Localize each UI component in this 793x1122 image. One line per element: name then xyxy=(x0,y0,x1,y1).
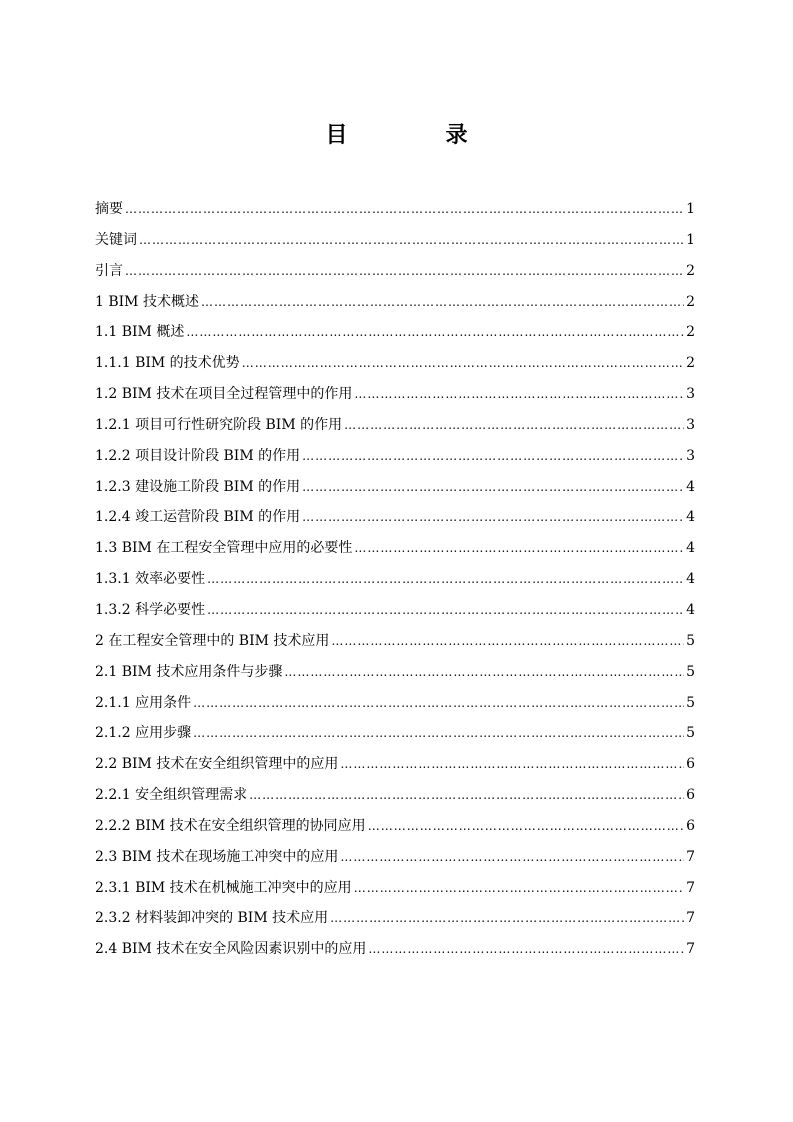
toc-entry-page-number: 7 xyxy=(686,879,695,896)
toc-leader-dots xyxy=(302,510,684,524)
toc-leader-dots xyxy=(302,449,684,463)
toc-entry[interactable] xyxy=(95,506,695,537)
toc-leader-dots xyxy=(354,541,684,555)
page-title: 目 录 xyxy=(325,122,506,148)
toc-entry-label: 1.2.1 项目可行性研究阶段 BIM 的作用 xyxy=(95,416,343,433)
toc-entry-page-number: 7 xyxy=(686,848,695,865)
toc-entry-page-number: 3 xyxy=(686,386,695,403)
toc-entry-page-number: 2 xyxy=(686,293,695,310)
toc-entry[interactable] xyxy=(95,630,695,661)
toc-entry[interactable] xyxy=(95,722,695,753)
toc-entry-page-number: 3 xyxy=(686,447,695,464)
toc-leader-dots xyxy=(331,634,684,648)
toc-leader-dots xyxy=(302,480,684,494)
toc-entry[interactable] xyxy=(95,753,695,784)
toc-entry-label: 1.2.2 项目设计阶段 BIM 的作用 xyxy=(95,447,301,464)
toc-entry-label: 2.3 BIM 技术在现场施工冲突中的应用 xyxy=(95,848,339,865)
toc-entry-page-number: 4 xyxy=(686,478,695,495)
toc-entry[interactable] xyxy=(95,537,695,568)
toc-entry-label: 引言 xyxy=(95,262,123,279)
toc-entry[interactable] xyxy=(95,599,695,630)
toc-entry[interactable] xyxy=(95,321,695,352)
toc-entry-page-number: 2 xyxy=(686,355,695,372)
toc-leader-dots xyxy=(193,726,684,740)
toc-entry[interactable] xyxy=(95,815,695,846)
toc-entry-label: 2 在工程安全管理中的 BIM 技术应用 xyxy=(95,632,330,649)
toc-leader-dots xyxy=(242,356,684,370)
toc-entry-label: 摘要 xyxy=(95,201,123,217)
table-of-contents xyxy=(95,198,695,969)
toc-entry[interactable] xyxy=(95,938,695,969)
toc-entry-label: 1.2 BIM 技术在项目全过程管理中的作用 xyxy=(95,386,353,403)
toc-entry-label: 1.1.1 BIM 的技术优势 xyxy=(95,355,240,372)
toc-entry-page-number: 4 xyxy=(686,571,695,588)
toc-entry-label: 2.4 BIM 技术在安全风险因素识别中的应用 xyxy=(95,941,367,958)
toc-entry-label: 2.1 BIM 技术应用条件与步骤 xyxy=(95,663,283,680)
toc-entry-label: 2.2.1 安全组织管理需求 xyxy=(95,787,248,804)
toc-leader-dots xyxy=(344,418,684,432)
toc-leader-dots xyxy=(340,850,684,864)
toc-entry[interactable] xyxy=(95,568,695,599)
toc-entry-label: 2.1.2 应用步骤 xyxy=(95,725,192,742)
toc-leader-dots xyxy=(207,603,684,617)
toc-entry-label: 关键词 xyxy=(95,231,137,248)
toc-leader-dots xyxy=(340,757,684,771)
toc-leader-dots xyxy=(201,295,684,309)
toc-entry-page-number: 2 xyxy=(686,324,695,341)
toc-entry-page-number: 5 xyxy=(686,663,695,680)
toc-entry[interactable] xyxy=(95,907,695,938)
toc-entry[interactable] xyxy=(95,229,695,260)
toc-entry[interactable] xyxy=(95,260,695,291)
toc-entry-label: 1.2.3 建设施工阶段 BIM 的作用 xyxy=(95,478,301,495)
toc-entry-label: 1.2.4 竣工运营阶段 BIM 的作用 xyxy=(95,509,301,526)
toc-entry[interactable] xyxy=(95,352,695,383)
toc-entry[interactable] xyxy=(95,291,695,322)
toc-leader-dots xyxy=(354,387,684,401)
toc-entry-label: 1.1 BIM 概述 xyxy=(95,324,185,341)
toc-entry-page-number: 3 xyxy=(686,416,695,433)
toc-entry-page-number: 1 xyxy=(686,231,695,248)
toc-entry[interactable] xyxy=(95,476,695,507)
toc-leader-dots xyxy=(249,788,684,802)
toc-entry[interactable] xyxy=(95,198,695,229)
toc-entry-label: 2.3.1 BIM 技术在机械施工冲突中的应用 xyxy=(95,879,352,896)
toc-leader-dots xyxy=(125,264,684,278)
toc-entry-label: 1.3 BIM 在工程安全管理中应用的必要性 xyxy=(95,540,353,557)
toc-leader-dots xyxy=(139,233,684,247)
toc-entry-page-number: 7 xyxy=(686,910,695,927)
toc-entry[interactable] xyxy=(95,445,695,476)
toc-leader-dots xyxy=(125,202,684,216)
toc-leader-dots xyxy=(354,881,684,895)
toc-entry-page-number: 2 xyxy=(686,262,695,279)
toc-entry-page-number: 7 xyxy=(686,941,695,958)
toc-entry[interactable] xyxy=(95,692,695,723)
toc-entry[interactable] xyxy=(95,784,695,815)
toc-entry-label: 1.3.1 效率必要性 xyxy=(95,571,206,588)
toc-leader-dots xyxy=(207,572,684,586)
toc-leader-dots xyxy=(193,696,684,710)
toc-entry-page-number: 4 xyxy=(686,509,695,526)
toc-entry-label: 2.2.2 BIM 技术在安全组织管理的协同应用 xyxy=(95,817,366,834)
toc-entry-label: 2.3.2 材料装卸冲突的 BIM 技术应用 xyxy=(95,910,329,927)
toc-entry-label: 1 BIM 技术概述 xyxy=(95,293,199,310)
toc-entry[interactable] xyxy=(95,877,695,908)
toc-entry-page-number: 4 xyxy=(686,540,695,557)
toc-entry-page-number: 5 xyxy=(686,632,695,649)
toc-entry[interactable] xyxy=(95,414,695,445)
toc-entry-page-number: 5 xyxy=(686,725,695,742)
toc-entry-page-number: 6 xyxy=(686,756,695,773)
toc-entry[interactable] xyxy=(95,846,695,877)
toc-leader-dots xyxy=(368,942,684,956)
toc-leader-dots xyxy=(330,911,684,925)
toc-entry-page-number: 5 xyxy=(686,694,695,711)
toc-leader-dots xyxy=(284,665,684,679)
toc-entry[interactable] xyxy=(95,661,695,692)
toc-leader-dots xyxy=(368,819,684,833)
toc-entry-label: 1.3.2 科学必要性 xyxy=(95,601,206,618)
toc-entry-page-number: 1 xyxy=(686,201,695,217)
toc-leader-dots xyxy=(186,325,684,339)
toc-entry-page-number: 6 xyxy=(686,787,695,804)
toc-entry[interactable] xyxy=(95,383,695,414)
toc-entry-page-number: 6 xyxy=(686,817,695,834)
toc-entry-label: 2.2 BIM 技术在安全组织管理中的应用 xyxy=(95,756,339,773)
toc-entry-label: 2.1.1 应用条件 xyxy=(95,694,192,711)
toc-entry-page-number: 4 xyxy=(686,601,695,618)
